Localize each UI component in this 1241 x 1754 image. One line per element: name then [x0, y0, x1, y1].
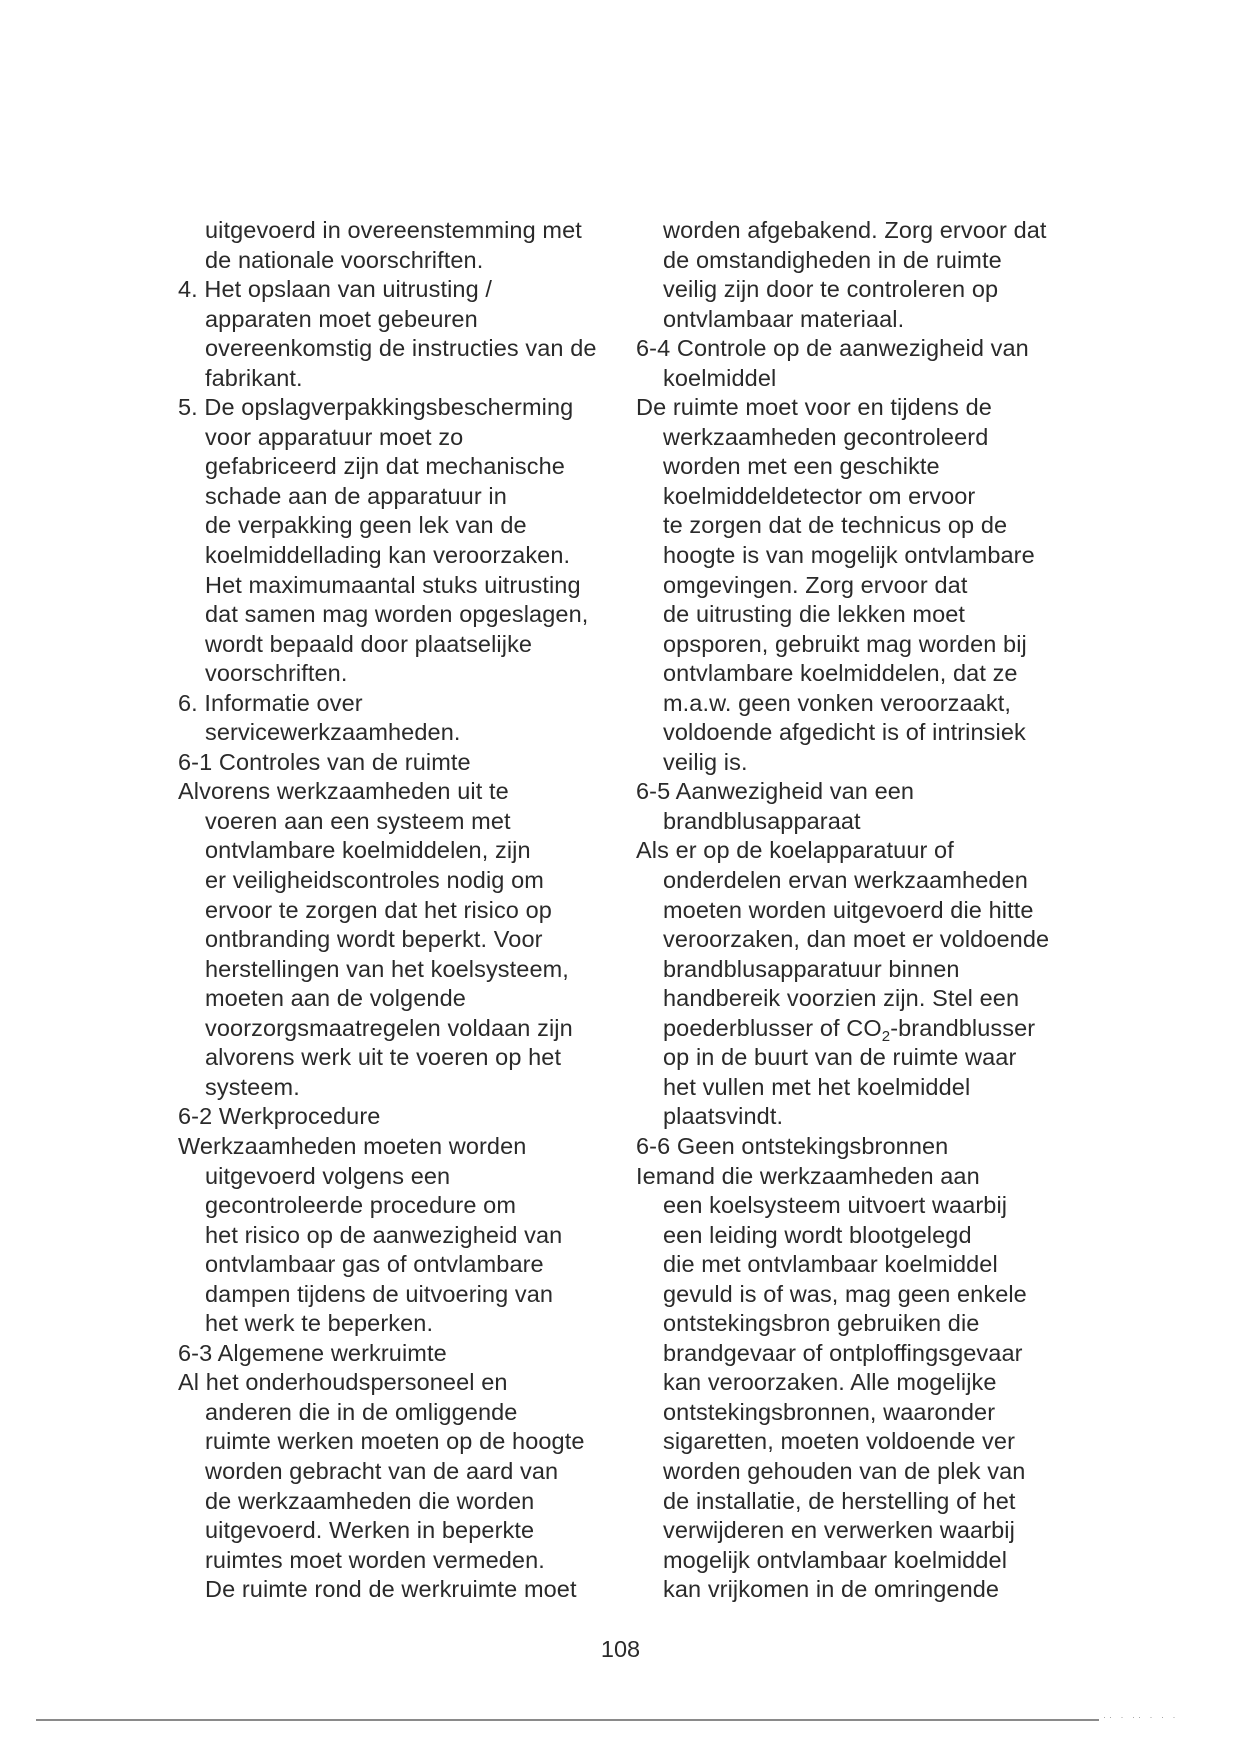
text-line-content: ontvlambaar materiaal.: [663, 305, 905, 332]
text-line: [178, 748, 633, 778]
text-line: [636, 1221, 1096, 1251]
text-line: [636, 305, 1096, 335]
text-line: [178, 1132, 633, 1162]
text-line: [178, 984, 633, 1014]
text-line-content: moeten worden uitgevoerd die hitte: [663, 896, 1034, 923]
text-line: [636, 1191, 1096, 1221]
text-line: [636, 511, 1096, 541]
text-line-content: brandblusapparatuur binnen: [663, 955, 960, 982]
text-line: [636, 246, 1096, 276]
text-line-content: 6-6 Geen ontstekingsbronnen: [636, 1132, 949, 1159]
text-line-content: ontstekingsbronnen, waaronder: [663, 1398, 996, 1425]
text-line: [636, 1043, 1096, 1073]
text-line-content: koelmiddellading kan veroorzaken.: [205, 542, 571, 569]
text-line-content: een koelsysteem uitvoert waarbij: [663, 1192, 1008, 1219]
text-line: [636, 1398, 1096, 1428]
text-line-content: gefabriceerd zijn dat mechanische: [205, 453, 565, 480]
text-line-content: de verpakking geen lek van de: [205, 512, 527, 539]
text-line: [636, 364, 1096, 394]
text-line: [178, 1162, 633, 1192]
text-line: [178, 630, 633, 660]
text-line-content: wordt bepaald door plaatselijke: [205, 630, 533, 657]
text-line-content: 6-1 Controles van de ruimte: [178, 748, 471, 775]
text-line: [178, 777, 633, 807]
text-line: [636, 955, 1096, 985]
text-line: [636, 866, 1096, 896]
text-line: [636, 984, 1096, 1014]
text-line-content: 6-3 Algemene werkruimte: [178, 1339, 447, 1366]
text-line: [178, 541, 633, 571]
text-line-content: onderdelen ervan werkzaamheden: [663, 867, 1028, 894]
text-line: [178, 1280, 633, 1310]
text-line-content: voor apparatuur moet zo: [205, 423, 464, 450]
text-line-content: 5. De opslagverpakkingsbescherming: [178, 394, 574, 421]
text-line: [178, 1250, 633, 1280]
text-line: [178, 1014, 633, 1044]
text-line: [636, 275, 1096, 305]
text-line-content: uitgevoerd in overeenstemming met: [205, 217, 582, 243]
text-line-content: De ruimte moet voor en tijdens de: [636, 394, 992, 421]
text-line: [178, 1427, 633, 1457]
text-line-content: gevuld is of was, mag geen enkele: [663, 1280, 1027, 1307]
text-line-content: werkzaamheden gecontroleerd: [663, 423, 989, 450]
text-line-content: schade aan de apparatuur in: [205, 482, 507, 509]
text-line-content: 6-2 Werkprocedure: [178, 1103, 381, 1130]
text-line: [636, 777, 1096, 807]
text-line: [178, 1546, 633, 1576]
text-line: [178, 275, 633, 305]
text-line: [178, 511, 633, 541]
text-line-content: 6-4 Controle op de aanwezigheid van: [636, 335, 1029, 362]
text-line-content: brandgevaar of ontploffingsgevaar: [663, 1339, 1023, 1366]
text-line: [636, 216, 1096, 246]
text-line-content: mogelijk ontvlambaar koelmiddel: [663, 1546, 1008, 1573]
text-line-content: de werkzaamheden die worden: [205, 1487, 535, 1514]
text-line-content: een leiding wordt blootgelegd: [663, 1221, 972, 1248]
text-line: [178, 689, 633, 719]
text-line-content: dat samen mag worden opgeslagen,: [205, 601, 589, 628]
text-line: [178, 1191, 633, 1221]
text-line: [636, 1309, 1096, 1339]
text-line-content: poederblusser of CO: [663, 1014, 882, 1041]
left-text-column: [178, 216, 633, 1605]
text-line: [636, 1132, 1096, 1162]
text-line: [636, 1427, 1096, 1457]
text-line: [178, 896, 633, 926]
text-line: [636, 1368, 1096, 1398]
text-line-content: Het maximumaantal stuks uitrusting: [205, 571, 581, 598]
text-line-content: De ruimte rond de werkruimte moet: [205, 1576, 577, 1603]
text-line-content: dampen tijdens de uitvoering van: [205, 1280, 554, 1307]
text-line-content: m.a.w. geen vonken veroorzaakt,: [663, 689, 1011, 716]
text-line: [178, 1073, 633, 1103]
text-line-content: veroorzaken, dan moet er voldoende: [663, 926, 1050, 953]
text-line-content: voorzorgsmaatregelen voldaan zijn: [205, 1014, 573, 1041]
text-line-content: veilig zijn door te controleren op: [663, 276, 999, 303]
text-line: [178, 866, 633, 896]
text-line: [636, 659, 1096, 689]
text-line-content: die met ontvlambaar koelmiddel: [663, 1251, 998, 1278]
text-line-content: veilig is.: [663, 748, 748, 775]
text-line-content: ervoor te zorgen dat het risico op: [205, 896, 552, 923]
text-line-content: voorschriften.: [205, 660, 348, 687]
text-line-content: de omstandigheden in de ruimte: [663, 246, 1002, 273]
text-line-content: opsporen, gebruikt mag worden bij: [663, 630, 1027, 657]
text-line: [636, 896, 1096, 926]
text-line: [636, 600, 1096, 630]
page-number: 108: [600, 1636, 641, 1662]
text-line-content: ruimtes moet worden vermeden.: [205, 1546, 545, 1573]
text-line: [178, 718, 633, 748]
text-line-content: koelmiddeldetector om ervoor: [663, 482, 976, 509]
text-line: [636, 718, 1096, 748]
footer-divider: [36, 1719, 1099, 1721]
text-line: [178, 334, 633, 364]
text-line-content: ruimte werken moeten op de hoogte: [205, 1428, 585, 1455]
text-line-content: voldoende afgedicht is of intrinsiek: [663, 719, 1026, 746]
text-line-content: Al het onderhoudspersoneel en: [178, 1369, 508, 1396]
text-line: [636, 482, 1096, 512]
text-line: [178, 836, 633, 866]
text-line-content: overeenkomstig de instructies van de: [205, 335, 597, 362]
text-line: [178, 452, 633, 482]
text-line: [178, 1487, 633, 1517]
text-line-content: sigaretten, moeten voldoende ver: [663, 1428, 1016, 1455]
text-line: [636, 689, 1096, 719]
text-line-content: uitgevoerd. Werken in beperkte: [205, 1517, 535, 1544]
text-line-content: voeren aan een systeem met: [205, 807, 511, 834]
text-line-continuation: -brandblusser: [890, 1014, 1036, 1041]
text-line: [178, 1516, 633, 1546]
text-line-content: op in de buurt van de ruimte waar: [663, 1044, 1017, 1071]
text-line: [178, 1368, 633, 1398]
text-line: [178, 216, 633, 246]
text-line: [178, 571, 633, 601]
text-line: [636, 1280, 1096, 1310]
text-line-content: ontbranding wordt beperkt. Voor: [205, 926, 543, 953]
text-line-content: koelmiddel: [663, 364, 777, 391]
text-line-content: de uitrusting die lekken moet: [663, 601, 966, 628]
text-line: [178, 1575, 633, 1605]
text-line-content: hoogte is van mogelijk ontvlambare: [663, 542, 1035, 569]
text-line: [636, 1546, 1096, 1576]
text-line: [178, 423, 633, 453]
text-line-content: worden met een geschikte: [663, 453, 940, 480]
text-line: [636, 1073, 1096, 1103]
text-line-content: Alvorens werkzaamheden uit te: [178, 778, 509, 805]
text-line-content: moeten aan de volgende: [205, 985, 466, 1012]
text-line: [636, 1250, 1096, 1280]
text-line: [178, 659, 633, 689]
text-line-content: het vullen met het koelmiddel: [663, 1073, 971, 1100]
text-line: [636, 1162, 1096, 1192]
text-line: [178, 246, 633, 276]
text-line-content: ontvlambare koelmiddelen, dat ze: [663, 660, 1018, 687]
text-line: [636, 1516, 1096, 1546]
text-line-content: herstellingen van het koelsysteem,: [205, 955, 569, 982]
text-line: [636, 1457, 1096, 1487]
text-line-content: het risico op de aanwezigheid van: [205, 1221, 563, 1248]
text-line-content: kan veroorzaken. Alle mogelijke: [663, 1369, 997, 1396]
text-line-content: handbereik voorzien zijn. Stel een: [663, 985, 1020, 1012]
text-line-content: systeem.: [205, 1073, 300, 1100]
text-line-content: 6-5 Aanwezigheid van een: [636, 778, 915, 805]
text-line: [636, 541, 1096, 571]
text-line-content: plaatsvindt.: [663, 1103, 784, 1130]
text-line-content: 6. Informatie over: [178, 689, 363, 716]
text-line: [636, 748, 1096, 778]
text-line-content: ontvlambare koelmiddelen, zijn: [205, 837, 531, 864]
text-line-content: de installatie, de herstelling of het: [663, 1487, 1016, 1514]
text-line-content: uitgevoerd volgens een: [205, 1162, 451, 1189]
text-line: [178, 305, 633, 335]
text-line-content: te zorgen dat de technicus op de: [663, 512, 1008, 539]
text-line-content: kan vrijkomen in de omringende: [663, 1576, 1000, 1603]
text-line: [636, 452, 1096, 482]
text-line: [178, 1309, 633, 1339]
text-line: [178, 1043, 633, 1073]
text-line-content: worden gehouden van de plek van: [663, 1457, 1026, 1484]
text-line-content: er veiligheidscontroles nodig om: [205, 867, 544, 894]
text-line-content: worden gebracht van de aard van: [205, 1457, 559, 1484]
text-line: [178, 1457, 633, 1487]
text-line-content: omgevingen. Zorg ervoor dat: [663, 571, 968, 598]
text-line: [178, 1102, 633, 1132]
text-line: [178, 600, 633, 630]
text-line: [636, 1575, 1096, 1605]
subscript: 2: [881, 1027, 891, 1045]
text-line-content: fabrikant.: [205, 364, 303, 391]
text-line: [178, 925, 633, 955]
text-line: [636, 334, 1096, 364]
text-line: [636, 836, 1096, 866]
text-line: [178, 1339, 633, 1369]
text-line: [178, 482, 633, 512]
text-line: [636, 1339, 1096, 1369]
text-line-content: Als er op de koelapparatuur of: [636, 837, 954, 864]
text-line: [178, 1221, 633, 1251]
text-line: [636, 571, 1096, 601]
text-line-content: servicewerkzaamheden.: [205, 719, 461, 746]
text-line: [636, 630, 1096, 660]
text-line-content: alvorens werk uit te voeren op het: [205, 1044, 562, 1071]
text-line: [178, 364, 633, 394]
text-line-content: gecontroleerde procedure om: [205, 1192, 516, 1219]
text-line-content: verwijderen en verwerken waarbij: [663, 1517, 1015, 1544]
text-line: [636, 393, 1096, 423]
text-line: [636, 925, 1096, 955]
text-line-content: worden afgebakend. Zorg ervoor dat: [663, 217, 1047, 243]
text-line: [178, 807, 633, 837]
text-line: [178, 1398, 633, 1428]
text-line-content: brandblusapparaat: [663, 807, 861, 834]
right-text-column: [636, 216, 1096, 1605]
text-line-content: de nationale voorschriften.: [205, 246, 484, 273]
text-line-content: Werkzaamheden moeten worden: [178, 1132, 527, 1159]
text-line-content: ontvlambaar gas of ontvlambare: [205, 1251, 544, 1278]
text-line-content: Iemand die werkzaamheden aan: [636, 1162, 980, 1189]
text-line: [178, 393, 633, 423]
text-line-content: het werk te beperken.: [205, 1310, 434, 1337]
footer-scan-marks: ·· · ·· · · ·: [1103, 1712, 1179, 1722]
text-line-content: anderen die in de omliggende: [205, 1398, 518, 1425]
text-line: [636, 807, 1096, 837]
text-line-content: 4. Het opslaan van uitrusting /: [178, 276, 493, 303]
text-line: [636, 1487, 1096, 1517]
text-line-content: apparaten moet gebeuren: [205, 305, 478, 332]
text-line: [636, 423, 1096, 453]
text-line: [636, 1102, 1096, 1132]
text-line-content: ontstekingsbron gebruiken die: [663, 1310, 980, 1337]
text-line: [636, 1014, 1096, 1044]
text-line: [178, 955, 633, 985]
